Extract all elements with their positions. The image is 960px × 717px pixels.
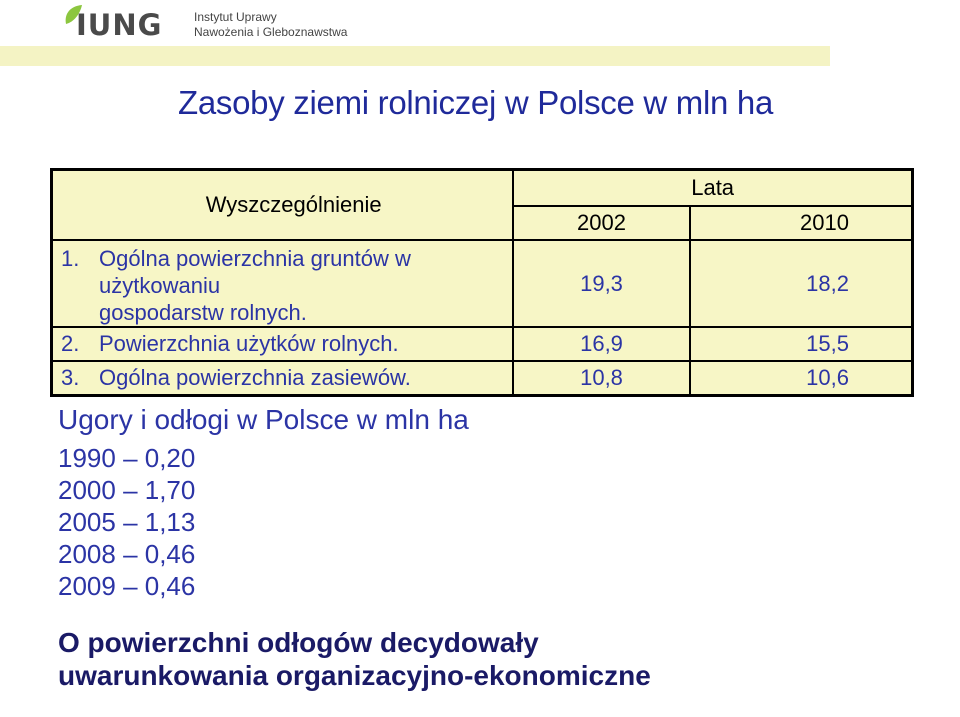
header-band	[0, 46, 830, 66]
row-label	[52, 240, 514, 327]
page-title: Zasoby ziemi rolniczej w Polsce w mln ha	[178, 84, 774, 121]
cell-2002: 10,8	[513, 361, 689, 396]
cell-2002: 16,9	[513, 327, 689, 361]
row-label	[52, 361, 514, 396]
conclusion-line-2: uwarunkowania organizacyjno-ekonomiczne	[58, 660, 651, 691]
iung-logo	[62, 4, 362, 44]
column-header-2010: 2010	[690, 206, 913, 240]
row-label-text: Ogólna powierzchnia zasiewów.	[99, 365, 411, 390]
header	[0, 0, 960, 66]
list-item: 2000 – 1,70	[58, 475, 196, 505]
row-label-line-2: gospodarstw rolnych.	[99, 300, 307, 325]
row-number: 3.	[61, 365, 80, 390]
table-row	[52, 361, 913, 396]
cell-2010: 15,5	[690, 327, 913, 361]
institute-line-2: Nawożenia i Gleboznawstwa	[194, 25, 348, 39]
institute-name	[194, 10, 347, 40]
cell-2010: 18,2	[690, 240, 913, 327]
table-row	[52, 240, 913, 327]
institute-line-1: Instytut Uprawy	[194, 10, 277, 24]
column-group-years: Lata	[513, 170, 912, 207]
list-item: 1990 – 0,20	[58, 443, 196, 473]
list-item: 2005 – 1,13	[58, 507, 196, 537]
list-item: 2009 – 0,46	[58, 571, 196, 601]
row-label-text: Powierzchnia użytków rolnych.	[99, 331, 399, 356]
column-header-2002: 2002	[513, 206, 689, 240]
cell-2010: 10,6	[690, 361, 913, 396]
row-number: 1.	[61, 246, 80, 271]
fallow-title: Ugory i odłogi w Polsce w mln ha	[58, 404, 469, 435]
cell-2002: 19,3	[513, 240, 689, 327]
conclusion-line-1: O powierzchni odłogów decydowały	[58, 627, 539, 658]
column-header-spec: Wyszczególnienie	[52, 170, 514, 241]
fallow-list	[58, 442, 195, 602]
row-label-line-1: Ogólna powierzchnia gruntów w użytkowaniu	[99, 246, 411, 298]
row-label	[52, 327, 514, 361]
table-row	[52, 327, 913, 361]
list-item: 2008 – 0,46	[58, 539, 196, 569]
conclusion-text	[58, 626, 651, 692]
row-number: 2.	[61, 331, 80, 356]
logo-wordmark: IUNG	[76, 8, 163, 42]
land-resources-table	[50, 168, 914, 397]
